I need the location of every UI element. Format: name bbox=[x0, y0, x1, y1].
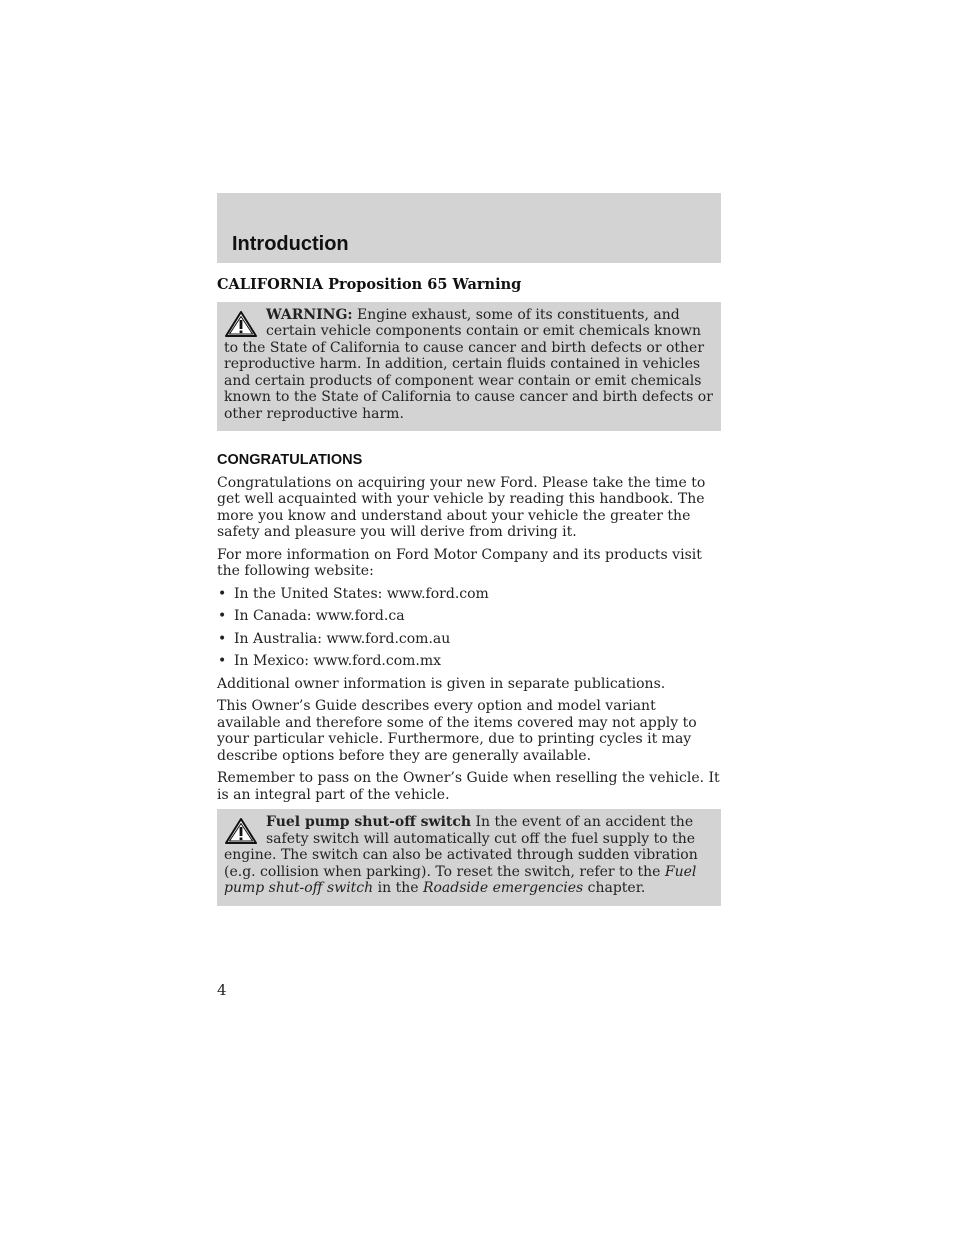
fuel-pump-text-1: In the event of an accident the safety switch will automatically cut off the fuel supply to the engine. The switch can also be activated through sudden vibration (e.g. collision when parking). To reset the switch, refer to the bbox=[224, 814, 698, 880]
bullet: • bbox=[218, 653, 227, 669]
fuel-pump-label: Fuel pump shut-off switch bbox=[266, 814, 472, 830]
resell-paragraph: Remember to pass on the Owner’s Guide when reselling the vehicle. It is an integral part of the vehicle. bbox=[217, 770, 720, 803]
list-item bbox=[217, 631, 721, 648]
prop65-heading: CALIFORNIA Proposition 65 Warning bbox=[217, 276, 522, 293]
prop65-warning-text bbox=[224, 307, 714, 423]
fuel-pump-warning-text bbox=[224, 814, 714, 897]
website-item-mexico: In Mexico: www.ford.com.mx bbox=[234, 653, 442, 669]
warning-body: Engine exhaust, some of its constituents, and certain vehicle components contain or emit chemicals known to the State of California to cause cancer and birth defects or other reproductive harm. In addition, certain fluids contained in vehicles and certain products of component wear contain or emit chemicals known to the State of California to cause cancer and birth defects or other reproductive harm. bbox=[224, 306, 713, 422]
list-item bbox=[217, 608, 721, 625]
website-intro-paragraph: For more information on Ford Motor Company and its products visit the following website: bbox=[217, 546, 702, 579]
fuel-pump-text-3: chapter. bbox=[583, 880, 646, 896]
section-title: Introduction bbox=[232, 233, 349, 255]
website-list bbox=[217, 586, 721, 670]
warning-label: WARNING: bbox=[266, 306, 353, 323]
fuel-pump-text-2: in the bbox=[373, 880, 423, 896]
fuel-pump-reference: Fuel pump shut-off switch bbox=[224, 863, 697, 896]
warning-triangle-icon bbox=[224, 310, 258, 338]
list-item bbox=[217, 653, 721, 670]
bullet: • bbox=[218, 630, 227, 647]
congratulations-paragraph-1: Congratulations on acquiring your new Ford. Please take the time to get well acquainted with your vehicle by reading this handbook. The more you know and understand about your vehicle the greater the safety and pleasure you will derive from driving it. bbox=[217, 474, 706, 540]
roadside-emergencies-reference: Roadside emergencies bbox=[422, 880, 584, 896]
bullet: • bbox=[218, 608, 227, 624]
prop65-warning-box bbox=[217, 302, 721, 432]
fuel-pump-warning-box bbox=[217, 809, 721, 906]
warning-triangle-icon bbox=[224, 817, 258, 845]
section-header-band bbox=[217, 193, 721, 263]
website-item-us: In the United States: www.ford.com bbox=[234, 585, 489, 602]
website-item-australia: In Australia: www.ford.com.au bbox=[234, 630, 451, 647]
congratulations-heading: CONGRATULATIONS bbox=[217, 452, 363, 468]
bullet: • bbox=[218, 585, 227, 602]
owners-guide-paragraph: This Owner’s Guide describes every option and model variant available and therefore some of the items covered may not apply to your particular vehicle. Furthermore, due to printing cycles it may describe options before they are generally available. bbox=[217, 698, 697, 764]
website-item-canada: In Canada: www.ford.ca bbox=[234, 608, 405, 624]
additional-info-paragraph: Additional owner information is given in separate publications. bbox=[217, 675, 666, 692]
list-item bbox=[217, 586, 721, 603]
page-number: 4 bbox=[217, 981, 227, 999]
page-content bbox=[217, 274, 721, 927]
